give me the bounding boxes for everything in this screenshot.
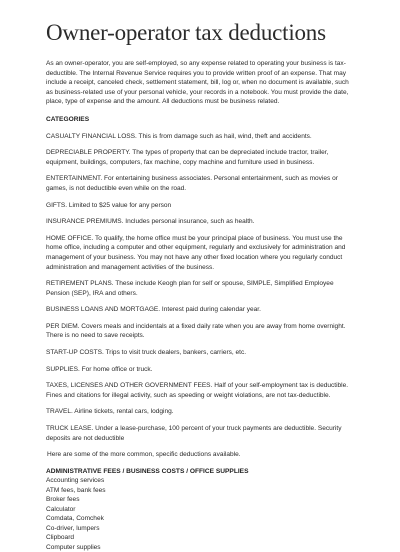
list-item: Calculator <box>46 505 76 513</box>
list-item: Comdata, Comchek <box>46 515 104 523</box>
list-item: Accounting services <box>46 477 105 485</box>
category-retirement-plans: RETIREMENT PLANS. These include Keogh plan for self or spouse, SIMPLE, Simplified Employee Pension (SEP), IRA and others. <box>46 280 334 297</box>
category-supplies: SUPPLIES. For home office or truck. <box>46 365 153 373</box>
category-entertainment: ENTERTAINMENT. For entertaining business associates. Personal entertainment, such as movies or games, is not deductible even while on the road. <box>46 175 338 192</box>
specific-deductions-intro: Here are some of the more common, specific deductions available. <box>47 451 241 459</box>
categories-heading: CATEGORIES <box>46 115 90 123</box>
admin-fees-list <box>46 476 357 552</box>
category-home-office: HOME OFFICE. To qualify, the home office must be your principal place of business. You must use the home office, including a computer and other equipment, regularly and exclusively for administration and management of your business. You may not have any other fixed location where you regularly conduct administration and management activities of the business. <box>46 234 346 271</box>
category-casualty: CASUALTY FINANCIAL LOSS. This is from damage such as hail, wind, theft and accidents. <box>46 132 312 140</box>
list-item: Clipboard <box>46 534 75 542</box>
category-gifts: GIFTS. Limited to $25 value for any person <box>46 201 172 209</box>
admin-fees-heading: ADMINISTRATIVE FEES / BUSINESS COSTS / OFFICE SUPPLIES <box>46 467 249 475</box>
category-start-up-costs: START-UP COSTS. Trips to visit truck dealers, bankers, carriers, etc. <box>46 349 247 357</box>
list-item: Co-driver, lumpers <box>46 524 100 532</box>
category-depreciable-property: DEPRECIABLE PROPERTY. The types of property that can be depreciated include tractor, trailer, equipment, buildings, computers, fax machine, copy machine and furniture used in business. <box>46 149 329 166</box>
category-per-diem: PER DIEM. Covers meals and incidentals at a fixed daily rate when you are away from home overnight. There is no need to save receipts. <box>46 322 346 340</box>
list-item: ATM fees, bank fees <box>46 486 106 494</box>
category-insurance-premiums: INSURANCE PREMIUMS. Includes personal insurance, such as health. <box>46 218 255 226</box>
list-item: Broker fees <box>46 496 80 504</box>
intro-paragraph: As an owner-operator, you are self-employed, so any expense related to operating your business is tax-deductible. The Internal Revenue Service requires you to provide written proof of an expense. That may include a receipt, canceled check, settlement statement, bill, log or, when no document is available, such as business-related use of your personal vehicle, your records in a notebook. You must provide the date, place, type of expense and the amount. All deductions must be business related. <box>46 60 349 106</box>
category-travel: TRAVEL. Airline tickets, rental cars, lodging. <box>46 408 174 416</box>
list-item: Computer supplies <box>46 543 101 551</box>
category-truck-lease: TRUCK LEASE. Under a lease-purchase, 100 percent of your truck payments are deductible. Security deposits are not deductible <box>46 425 342 442</box>
categories-list <box>46 132 357 444</box>
category-business-loans: BUSINESS LOANS AND MORTGAGE. Interest paid during calendar year. <box>46 306 261 314</box>
page-title: Owner-operator tax deductions <box>46 20 326 45</box>
category-taxes-licenses: TAXES, LICENSES AND OTHER GOVERNMENT FEES. Half of your self-employment tax is deductible. Fines and citations for illegal activity, such as speeding or weight violations, are not tax-deductible. <box>46 382 349 399</box>
